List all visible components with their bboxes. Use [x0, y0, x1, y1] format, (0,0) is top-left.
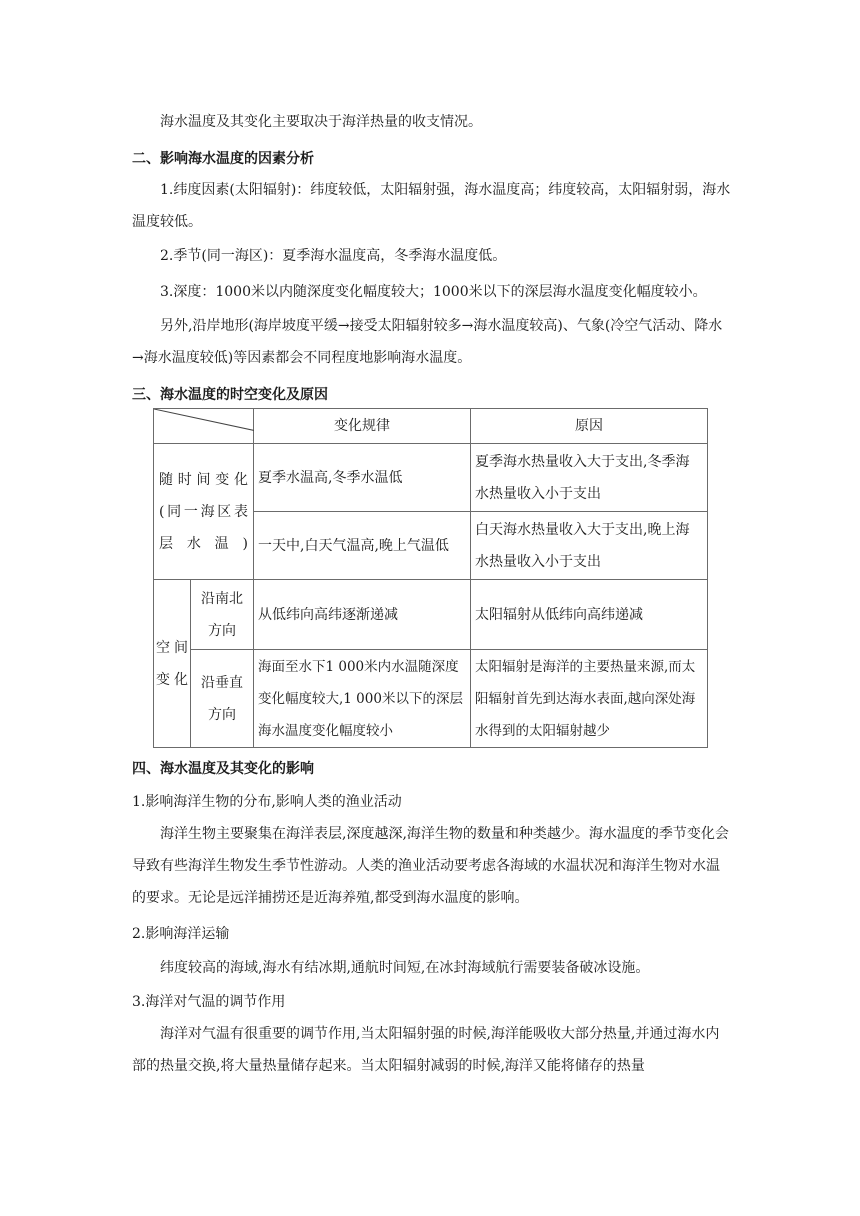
factor-latitude: 1.纬度因素(太阳辐射)：纬度较低，太阳辐射强，海水温度高；纬度较高，太阳辐射弱，海水温度较低。 [132, 182, 731, 230]
row3-sub-label: 沿南北方向 [191, 580, 254, 650]
impact-2-paragraph: 纬度较高的海域,海水有结冰期,通航时间短,在冰封海域航行需要装备破冰设施。 [160, 960, 650, 976]
factor-depth: 3.深度：1000米以内随深度变化幅度较大；1000米以下的深层海水温度变化幅度较小。 [160, 284, 707, 300]
row3-reason: 太阳辐射从低纬向高纬递减 [471, 580, 708, 650]
row1-law: 夏季水温高,冬季水温低 [254, 444, 471, 512]
impact-3-title: 3.海洋对气温的调节作用 [132, 994, 286, 1010]
factor-season: 2.季节(同一海区)：夏季海水温度高，冬季海水温度低。 [160, 248, 507, 264]
header-reason: 原因 [471, 409, 708, 444]
row3-law: 从低纬向高纬逐渐递减 [254, 580, 471, 650]
space-change-label: 空间变化 [154, 580, 191, 748]
table-row [154, 650, 708, 748]
section-2-heading: 二、影响海水温度的因素分析 [132, 151, 314, 167]
row1-reason: 夏季海水热量收入大于支出,冬季海水热量收入小于支出 [471, 444, 708, 512]
temperature-change-table [153, 408, 708, 748]
row4-reason: 太阳辐射是海洋的主要热量来源,而太阳辐射首先到达海水表面,越向深处海水得到的太阳辐射越少 [471, 650, 708, 748]
impact-1-paragraph: 海洋生物主要聚集在海洋表层,深度越深,海洋生物的数量和种类越少。海水温度的季节变化会导致有些海洋生物发生季节性游动。人类的渔业活动要考虑各海域的水温状况和海洋生物对水温的要求。无论是远洋捕捞还是近海养殖,都受到海水温度的影响。 [132, 826, 729, 906]
impact-2-title: 2.影响海洋运输 [132, 926, 230, 942]
table-row [154, 444, 708, 512]
table-header-row [154, 409, 708, 444]
section-3-heading: 三、海水温度的时空变化及原因 [132, 387, 328, 403]
impact-3-paragraph: 海洋对气温有很重要的调节作用,当太阳辐射强的时候,海洋能吸收大部分热量,并通过海水内部的热量交换,将大量热量储存起来。当太阳辐射减弱的时候,海洋又能将储存的热量 [132, 1026, 720, 1074]
table-row [154, 580, 708, 650]
time-change-label: 随时间变化(同一海区表层水温) [154, 444, 254, 580]
intro-paragraph: 海水温度及其变化主要取决于海洋热量的收支情况。 [160, 114, 482, 130]
impact-1-title: 1.影响海洋生物的分布,影响人类的渔业活动 [132, 794, 402, 810]
diagonal-line [154, 409, 254, 443]
row4-sub-label: 沿垂直方向 [191, 650, 254, 748]
header-law: 变化规律 [254, 409, 471, 444]
section-4-heading: 四、海水温度及其变化的影响 [132, 761, 314, 777]
row4-law: 海面至水下1 000米内水温随深度变化幅度较大,1 000米以下的深层海水温度变化幅度较小 [254, 650, 471, 748]
row2-law: 一天中,白天气温高,晚上气温低 [254, 512, 471, 580]
factor-other: 另外,沿岸地形(海岸坡度平缓→接受太阳辐射较多→海水温度较高)、气象(冷空气活动、降水→海水温度较低)等因素都会不同程度地影响海水温度。 [132, 318, 723, 366]
diagonal-header-cell [154, 409, 254, 444]
row2-reason: 白天海水热量收入大于支出,晚上海水热量收入小于支出 [471, 512, 708, 580]
